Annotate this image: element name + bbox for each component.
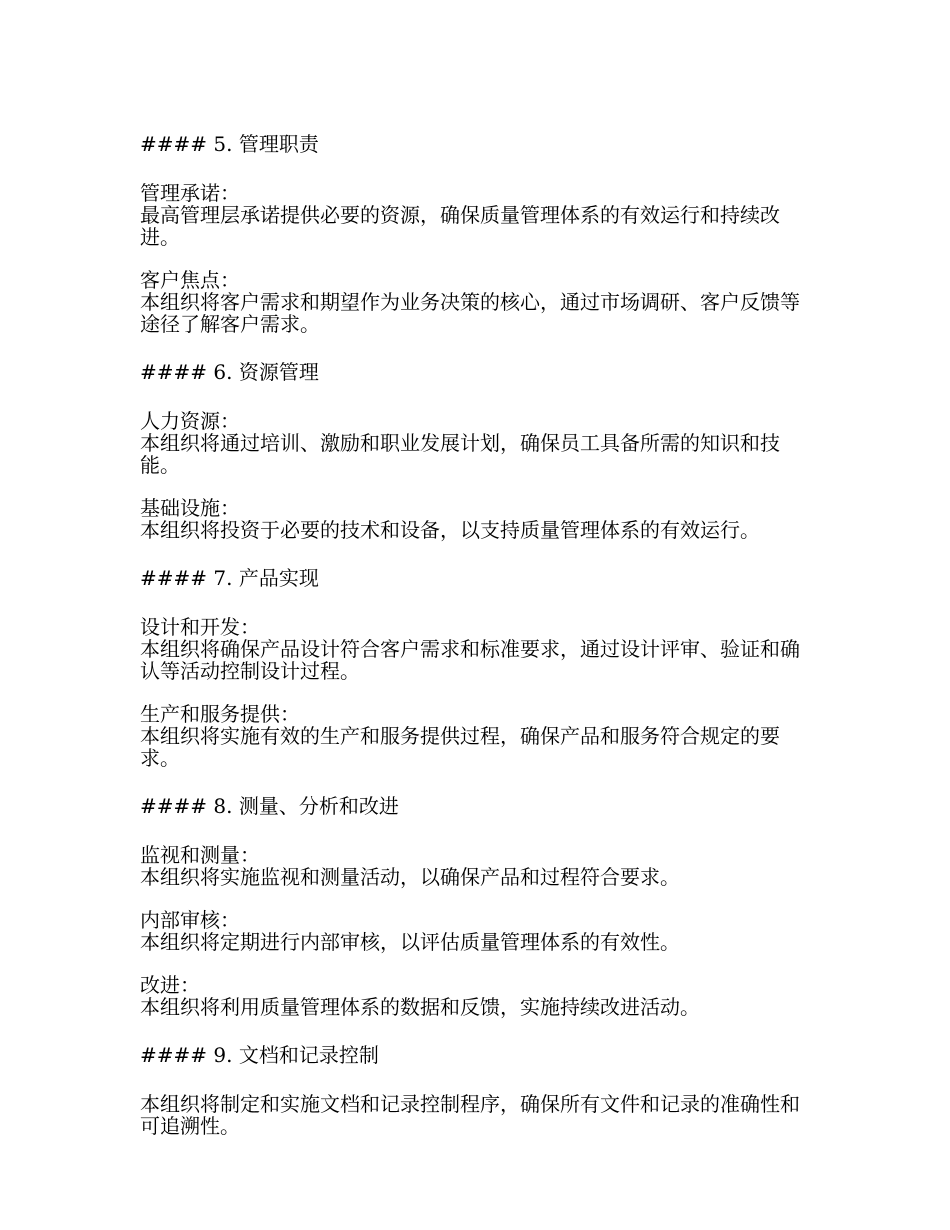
paragraph <box>140 909 800 953</box>
paragraph <box>140 616 800 682</box>
paragraph-text: 本组织将客户需求和期望作为业务决策的核心，通过市场调研、客户反馈等途径了解客户需求。 <box>140 290 800 336</box>
paragraph-text: 本组织将确保产品设计符合客户需求和标准要求，通过设计评审、验证和确认等活动控制设计过程。 <box>140 637 800 683</box>
paragraph-label: 内部审核： <box>140 908 240 932</box>
paragraph-label: 生产和服务提供： <box>140 702 300 726</box>
paragraph-text: 本组织将实施监视和测量活动，以确保产品和过程符合要求。 <box>140 865 680 889</box>
paragraph-label: 监视和测量： <box>140 843 260 867</box>
paragraph <box>140 703 800 769</box>
section-heading: #### 9. 文档和记录控制 <box>140 1043 379 1067</box>
paragraph <box>140 1093 800 1137</box>
paragraph <box>140 497 800 541</box>
paragraph-text: 本组织将实施有效的生产和服务提供过程，确保产品和服务符合规定的要求。 <box>140 724 780 770</box>
paragraph <box>140 182 800 248</box>
paragraph-text: 本组织将投资于必要的技术和设备，以支持质量管理体系的有效运行。 <box>140 518 760 542</box>
section-heading: #### 7. 产品实现 <box>140 566 319 590</box>
paragraph-text: 本组织将定期进行内部审核，以评估质量管理体系的有效性。 <box>140 930 680 954</box>
paragraph-label: 管理承诺： <box>140 181 240 205</box>
paragraph-text: 本组织将通过培训、激励和职业发展计划，确保员工具备所需的知识和技能。 <box>140 431 780 477</box>
paragraph-label: 基础设施： <box>140 496 240 520</box>
paragraph-text: 本组织将利用质量管理体系的数据和反馈，实施持续改进活动。 <box>140 995 700 1019</box>
paragraph-label: 改进： <box>140 973 200 997</box>
paragraph-label: 人力资源： <box>140 409 240 433</box>
paragraph-label: 设计和开发： <box>140 615 260 639</box>
section-heading: #### 8. 测量、分析和改进 <box>140 794 399 818</box>
section-heading: #### 5. 管理职责 <box>140 132 319 156</box>
paragraph <box>140 974 800 1018</box>
paragraph <box>140 844 800 888</box>
document-page <box>140 128 800 1137</box>
paragraph <box>140 410 800 476</box>
paragraph-text: 本组织将制定和实施文档和记录控制程序，确保所有文件和记录的准确性和可追溯性。 <box>140 1092 800 1138</box>
section-heading: #### 6. 资源管理 <box>140 360 319 384</box>
paragraph-label: 客户焦点： <box>140 268 240 292</box>
paragraph <box>140 269 800 335</box>
paragraph-text: 最高管理层承诺提供必要的资源，确保质量管理体系的有效运行和持续改进。 <box>140 203 780 249</box>
